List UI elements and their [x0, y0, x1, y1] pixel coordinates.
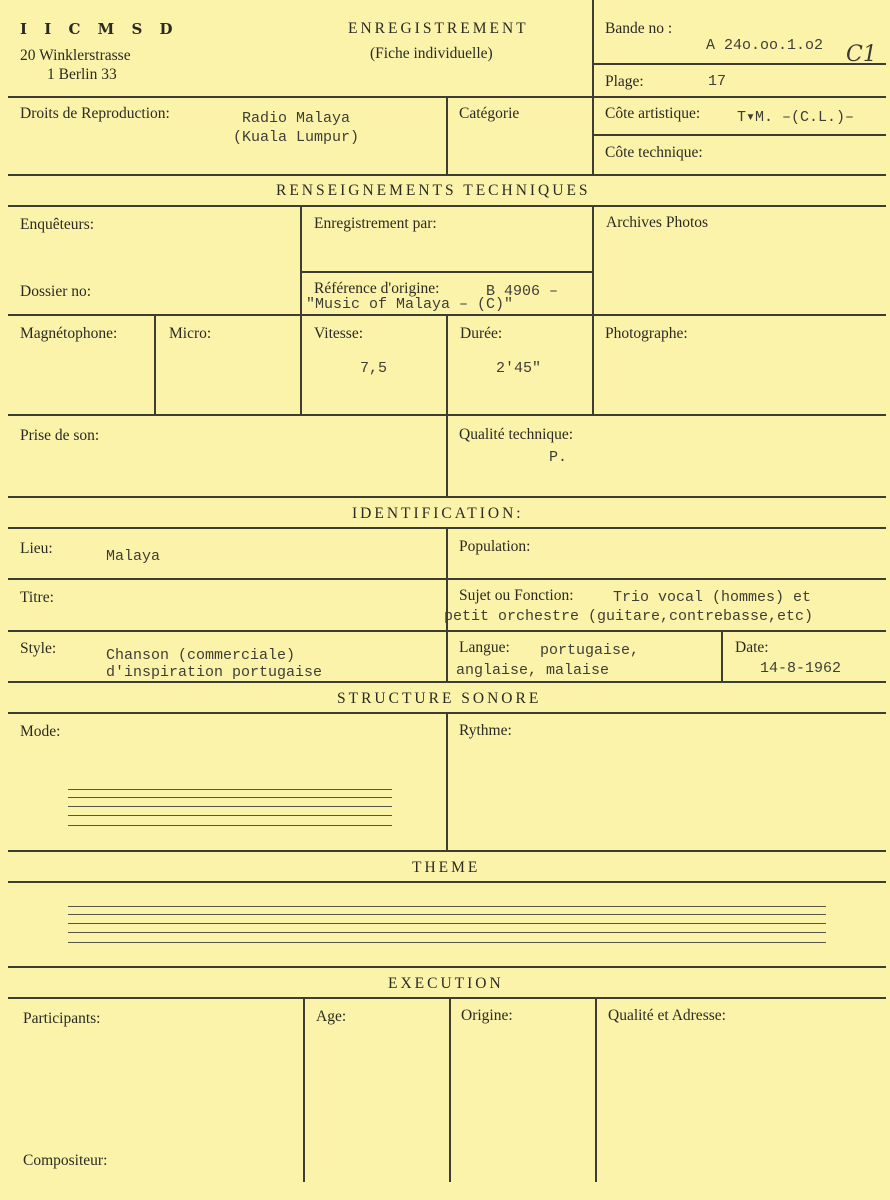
- rule: [8, 850, 886, 852]
- address-line-2: 1 Berlin 33: [47, 66, 117, 83]
- sujet-value-line2[interactable]: petit orchestre (guitare,contrebasse,etc): [444, 608, 814, 625]
- date-value[interactable]: 14-8-1962: [760, 660, 842, 677]
- rule: [721, 630, 723, 681]
- staff-line: [68, 906, 826, 907]
- plage-label: Plage:: [605, 73, 644, 90]
- staff-line: [68, 815, 392, 816]
- rule: [449, 997, 451, 1182]
- rule: [8, 966, 886, 968]
- staff-line: [68, 797, 392, 798]
- rule: [8, 881, 886, 883]
- mode-label: Mode:: [20, 723, 61, 740]
- micro-label: Micro:: [169, 325, 212, 342]
- qualite-technique-value[interactable]: P.: [549, 449, 568, 466]
- categorie-label: Catégorie: [459, 105, 520, 122]
- cote-artistique-label: Côte artistique:: [605, 105, 701, 122]
- age-label: Age:: [316, 1008, 347, 1025]
- style-value-line2[interactable]: d'inspiration portugaise: [106, 664, 323, 681]
- staff-line: [68, 789, 392, 790]
- rule: [8, 174, 886, 176]
- rule: [446, 96, 448, 174]
- origine-label: Origine:: [461, 1007, 513, 1024]
- section-title-identification: IDENTIFICATION:: [352, 505, 524, 522]
- prise-de-son-label: Prise de son:: [20, 427, 100, 444]
- sujet-label: Sujet ou Fonction:: [459, 587, 574, 604]
- style-value-line1[interactable]: Chanson (commerciale): [106, 647, 296, 664]
- compositeur-label: Compositeur:: [23, 1152, 108, 1169]
- rule: [8, 997, 886, 999]
- vitesse-value[interactable]: 7,5: [360, 360, 388, 377]
- form-subtitle: (Fiche individuelle): [370, 45, 493, 62]
- rule: [300, 205, 302, 414]
- section-title-structure: STRUCTURE SONORE: [337, 690, 542, 707]
- langue-value-line2[interactable]: anglaise, malaise: [456, 662, 610, 679]
- bande-value[interactable]: A 24o.oo.1.o2: [706, 37, 824, 54]
- rule: [8, 681, 886, 683]
- archives-photos-label: Archives Photos: [606, 214, 709, 231]
- rule: [8, 496, 886, 498]
- titre-label: Titre:: [20, 589, 54, 606]
- langue-value-line1[interactable]: portugaise,: [540, 642, 640, 659]
- section-title-technique: RENSEIGNEMENTS TECHNIQUES: [276, 182, 591, 199]
- staff-line: [68, 923, 826, 924]
- rule: [446, 314, 448, 414]
- reference-value-line1[interactable]: B 4906 –: [486, 283, 559, 300]
- cote-technique-label: Côte technique:: [605, 144, 703, 161]
- rule: [300, 271, 592, 273]
- rule: [8, 205, 886, 207]
- enregistrement-par-label: Enregistrement par:: [314, 215, 437, 232]
- rythme-label: Rythme:: [459, 722, 512, 739]
- duree-label: Durée:: [460, 325, 503, 342]
- participants-label: Participants:: [23, 1010, 101, 1027]
- rule: [592, 134, 886, 136]
- staff-line: [68, 932, 826, 933]
- bande-handwritten-mark: C1: [846, 42, 877, 67]
- dossier-label: Dossier no:: [20, 283, 92, 300]
- photographe-label: Photographe:: [605, 325, 688, 342]
- rule: [592, 205, 594, 414]
- magnetophone-label: Magnétophone:: [20, 325, 118, 342]
- rule: [154, 314, 156, 414]
- style-label: Style:: [20, 640, 57, 657]
- date-label: Date:: [735, 639, 769, 656]
- bande-label: Bande no :: [605, 20, 673, 37]
- qualite-adresse-label: Qualité et Adresse:: [608, 1007, 726, 1024]
- rule: [446, 414, 448, 496]
- lieu-label: Lieu:: [20, 540, 53, 557]
- staff-line: [68, 914, 826, 915]
- section-title-execution: EXECUTION: [388, 975, 504, 992]
- rule: [303, 997, 305, 1182]
- section-title-theme: THEME: [412, 859, 481, 876]
- rule: [446, 527, 448, 681]
- staff-line: [68, 806, 392, 807]
- langue-label: Langue:: [459, 639, 510, 656]
- droits-value-line2[interactable]: (Kuala Lumpur): [233, 129, 360, 146]
- droits-value-line1[interactable]: Radio Malaya: [242, 110, 351, 127]
- reference-label: Référence d'origine:: [314, 280, 440, 297]
- sujet-value-line1[interactable]: Trio vocal (hommes) et: [613, 589, 812, 606]
- institute-logo: I I C M S D: [20, 20, 179, 38]
- form-title: ENREGISTREMENT: [348, 20, 529, 37]
- address-line-1: 20 Winklerstrasse: [20, 47, 131, 64]
- rule: [446, 712, 448, 850]
- rule: [592, 63, 886, 65]
- plage-value[interactable]: 17: [708, 73, 727, 90]
- duree-value[interactable]: 2'45": [496, 360, 542, 377]
- droits-label: Droits de Reproduction:: [20, 105, 170, 122]
- population-label: Population:: [459, 538, 531, 555]
- staff-line: [68, 942, 826, 943]
- rule: [592, 0, 594, 174]
- lieu-value[interactable]: Malaya: [106, 548, 161, 565]
- vitesse-label: Vitesse:: [314, 325, 364, 342]
- cote-artistique-value[interactable]: T▾M. –(C.L.)–: [737, 109, 855, 126]
- rule: [595, 997, 597, 1182]
- enqueteurs-label: Enquêteurs:: [20, 216, 95, 233]
- qualite-technique-label: Qualité technique:: [459, 426, 574, 443]
- staff-line: [68, 825, 392, 826]
- reference-value-line2[interactable]: "Music of Malaya – (C)": [306, 296, 514, 313]
